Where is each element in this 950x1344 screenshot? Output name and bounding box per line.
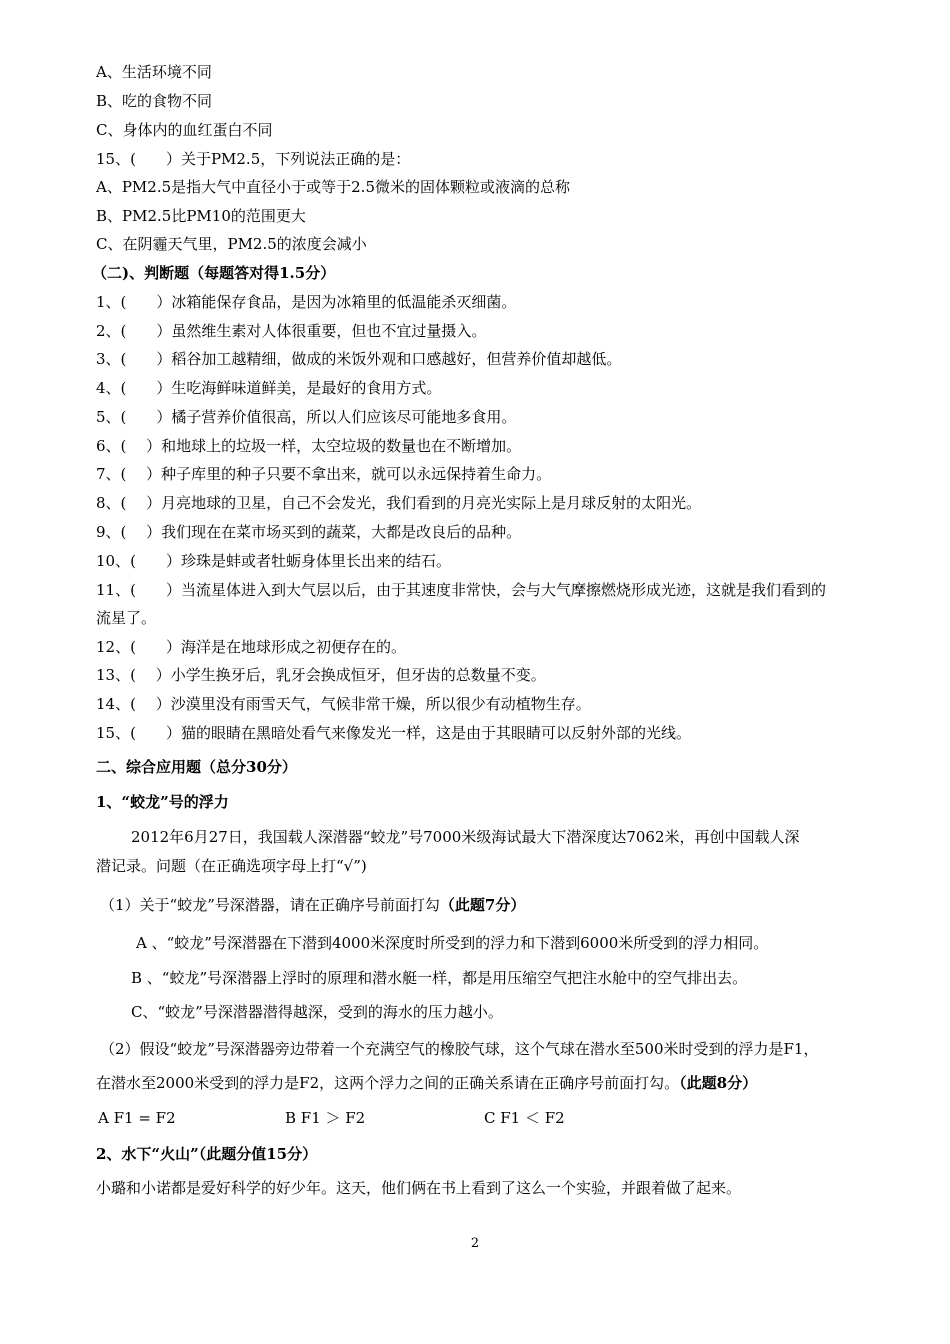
judge-item-11-line2: 流星了。 <box>96 609 157 627</box>
q1-sub2-option-b: B F1 ＞ F2 <box>285 1109 366 1127</box>
judge-section-title: （二)、判断题（每题答对得1.5分） <box>92 264 336 282</box>
q1-sub2-text: 在潜水至2000米受到的浮力是F2，这两个浮力之间的正确关系请在正确序号前面打勾。 <box>96 1074 680 1092</box>
q1-sub1 <box>100 895 525 915</box>
q1-sub2-option-a: A F1 = F2 <box>98 1109 176 1127</box>
judge-item-11-line1: 11、( ）当流星体进入到大气层以后，由于其速度非常快，会与大气摩擦燃烧形成光迹，这就是我们看到的 <box>96 581 826 599</box>
q1-para-line1: 2012年6月27日，我国载人深潜器“蛟龙”号7000米级海试最大下潜深度达7062米，再创中国载人深 <box>131 828 800 846</box>
judge-item-7: 7、( ）种子库里的种子只要不拿出来，就可以永远保持着生命力。 <box>96 465 552 483</box>
q14-option-a: A、生活环境不同 <box>96 63 212 81</box>
q14-option-b: B、吃的食物不同 <box>96 92 213 110</box>
q1-sub1-text: （1）关于“蛟龙”号深潜器，请在正确序号前面打勾 <box>100 896 440 914</box>
judge-item-1: 1、( ）冰箱能保存食品，是因为冰箱里的低温能杀灭细菌。 <box>96 293 517 311</box>
q15-option-a: A、PM2.5是指大气中直径小于或等于2.5微米的固体颗粒或液滴的总称 <box>96 178 570 196</box>
q1-sub1-option-b: B 、“蛟龙”号深潜器上浮时的原理和潜水艇一样，都是用压缩空气把注水舱中的空气排出去。 <box>131 969 748 987</box>
q15-stem: 15、( ）关于PM2.5，下列说法正确的是： <box>96 150 411 168</box>
q1-sub2-line2 <box>96 1073 757 1093</box>
section2-title: 二、综合应用题（总分30分） <box>96 758 297 776</box>
q2-title: 2、水下“火山”（此题分值15分） <box>96 1145 318 1163</box>
judge-item-5: 5、( ）橘子营养价值很高，所以人们应该尽可能地多食用。 <box>96 408 517 426</box>
judge-item-10: 10、( ）珍珠是蚌或者牡蛎身体里长出来的结石。 <box>96 552 451 570</box>
q1-sub1-score: （此题7分） <box>439 896 526 914</box>
judge-item-12: 12、( ）海洋是在地球形成之初便存在的。 <box>96 638 406 656</box>
judge-item-3: 3、( ）稻谷加工越精细，做成的米饭外观和口感越好，但营养价值却越低。 <box>96 350 622 368</box>
q15-option-c: C、在阴霾天气里，PM2.5的浓度会减小 <box>96 235 367 253</box>
judge-item-2: 2、( ）虽然维生素对人体很重要，但也不宜过量摄入。 <box>96 322 487 340</box>
judge-item-8: 8、( ）月亮地球的卫星，自己不会发光，我们看到的月亮光实际上是月球反射的太阳光。 <box>96 494 702 512</box>
q14-option-c: C、身体内的血红蛋白不同 <box>96 121 273 139</box>
judge-item-14: 14、( ）沙漠里没有雨雪天气，气候非常干燥，所以很少有动植物生存。 <box>96 695 591 713</box>
page-number: 2 <box>470 1236 480 1251</box>
q1-sub1-option-c: C、“蛟龙”号深潜器潜得越深，受到的海水的压力越小。 <box>131 1003 503 1021</box>
q15-option-b: B、PM2.5比PM10的范围更大 <box>96 207 306 225</box>
q1-sub2-option-c: C F1 ＜ F2 <box>484 1109 565 1127</box>
judge-item-6: 6、( ）和地球上的垃圾一样，太空垃圾的数量也在不断增加。 <box>96 437 522 455</box>
q1-para-line2: 潜记录。问题（在正确选项字母上打“√”) <box>96 857 367 875</box>
judge-item-15: 15、( ）猫的眼睛在黑暗处看气来像发光一样，这是由于其眼睛可以反射外部的光线。 <box>96 724 691 742</box>
judge-item-13: 13、( ）小学生换牙后，乳牙会换成恒牙，但牙齿的总数量不变。 <box>96 666 546 684</box>
q1-title: 1、“蛟龙”号的浮力 <box>96 793 229 811</box>
q1-sub1-option-a: A 、“蛟龙”号深潜器在下潜到4000米深度时所受到的浮力和下潜到6000米所受到的浮力相同。 <box>136 934 769 952</box>
judge-item-4: 4、( ）生吃海鲜味道鲜美，是最好的食用方式。 <box>96 379 442 397</box>
q1-sub2-line1: （2）假设“蛟龙”号深潜器旁边带着一个充满空气的橡胶气球，这个气球在潜水至500米时受到的浮力是F1， <box>100 1040 819 1058</box>
q2-para: 小璐和小诺都是爱好科学的好少年。这天，他们俩在书上看到了这么一个实验，并跟着做了起来。 <box>96 1179 742 1197</box>
q1-sub2-score: （此题8分） <box>679 1074 758 1092</box>
judge-item-9: 9、( ）我们现在在菜市场买到的蔬菜，大都是改良后的品种。 <box>96 523 522 541</box>
